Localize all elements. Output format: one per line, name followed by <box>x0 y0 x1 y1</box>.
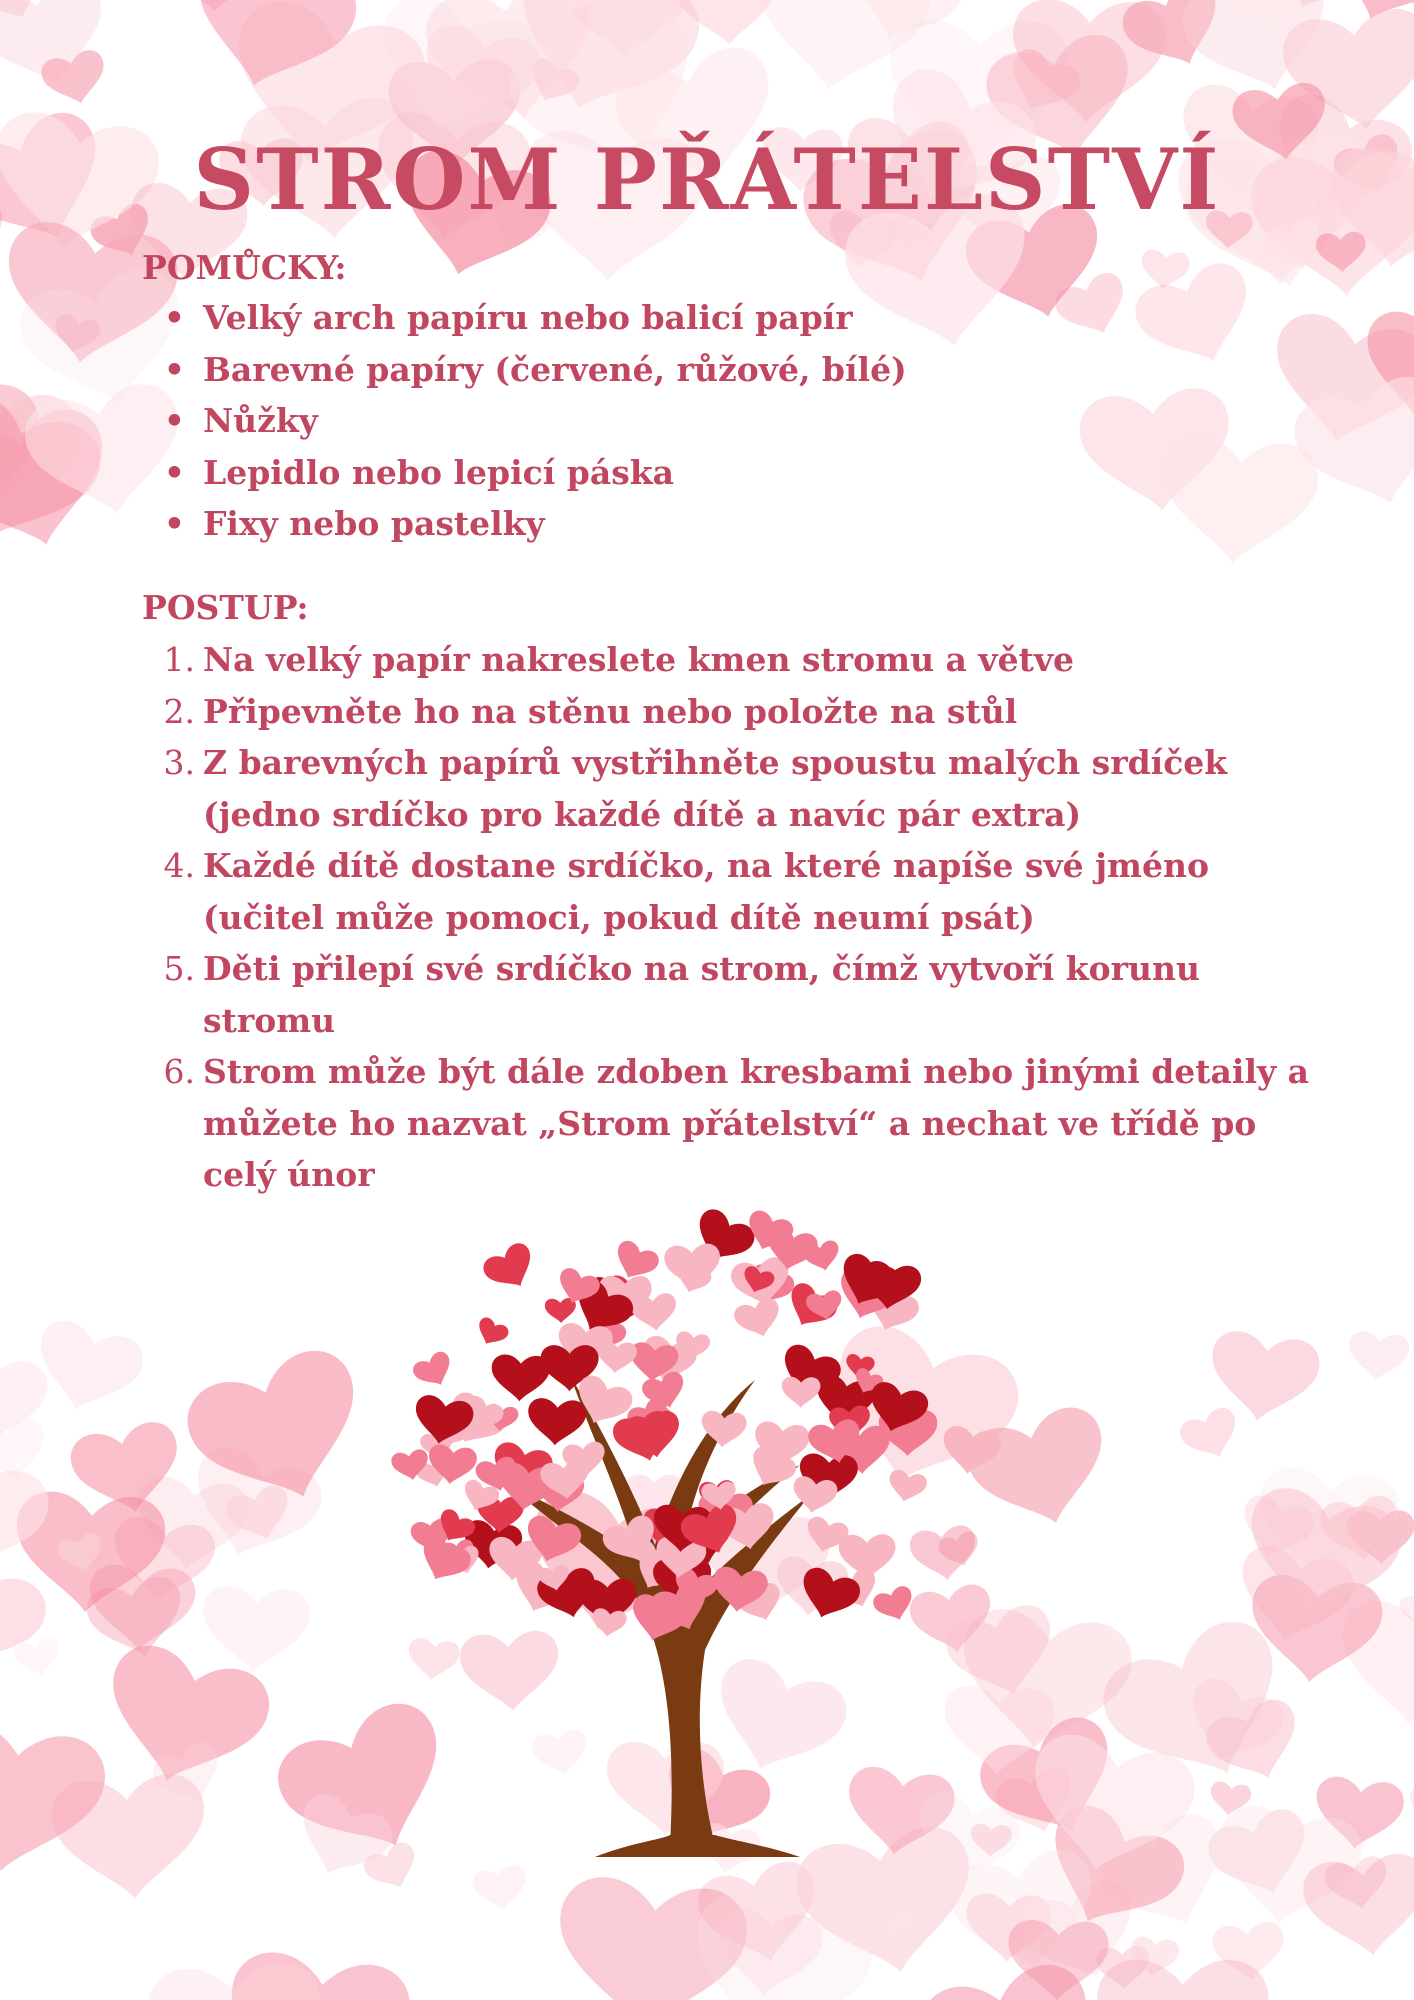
page-title: STROM PŘÁTELSTVÍ <box>193 130 1221 229</box>
steps-list <box>163 634 1333 1201</box>
crown-heart-icon <box>630 1292 679 1333</box>
crown-heart-icon <box>939 1424 1003 1478</box>
heart-tree-icon <box>370 1195 1030 1875</box>
bullet-icon: • <box>163 504 185 543</box>
tools-list-item: • Velký arch papíru nebo balicí papír <box>203 292 1333 344</box>
steps-list-item: 2. Připevněte ho na stěnu nebo položte na stůl <box>203 686 1333 738</box>
tools-list <box>163 292 1333 550</box>
step-number: 6. <box>163 1052 195 1091</box>
step-number: 1. <box>163 640 195 679</box>
crown-heart-icon <box>794 1564 864 1626</box>
crown-heart-icon <box>732 1295 786 1342</box>
tools-list-item: • Barevné papíry (červené, růžové, bílé) <box>203 344 1333 396</box>
tree-crown <box>390 1205 1003 1648</box>
steps-list-item: 5. Děti přilepí své srdíčko na strom, čímž vytvoří korunu stromu <box>203 943 1333 1046</box>
steps-list-item: 3. Z barevných papírů vystřihněte spoustu malých srdíček (jedno srdíčko pro každé dítě a navíc pár extra) <box>203 737 1333 840</box>
step-number: 3. <box>163 743 195 782</box>
tools-list-item: • Nůžky <box>203 395 1333 447</box>
crown-heart-icon <box>885 1468 928 1505</box>
tools-list-item: • Lepidlo nebo lepicí páska <box>203 447 1333 499</box>
trunk-base <box>595 1835 800 1857</box>
step-number: 2. <box>163 691 195 731</box>
crown-heart-icon <box>410 1349 458 1394</box>
crown-heart-icon <box>839 1534 896 1580</box>
crown-heart-icon <box>526 1397 587 1447</box>
crown-heart-icon <box>479 1239 542 1298</box>
tools-list-item: • Fixy nebo pastelky <box>203 498 1333 550</box>
bullet-icon: • <box>163 401 185 440</box>
steps-list-item: 1. Na velký papír nakreslete kmen stromu a větve <box>203 634 1333 686</box>
tools-heading: POMŮCKY: <box>142 248 347 287</box>
bullet-icon: • <box>163 349 185 389</box>
crown-heart-icon <box>871 1584 919 1627</box>
step-number: 5. <box>163 949 195 988</box>
steps-list-item: 6. Strom může být dále zdoben kresbami nebo jinými detaily a můžete ho nazvat „Strom přátelství“ a nechat ve třídě po celý únor <box>203 1046 1333 1201</box>
crown-heart-icon <box>472 1315 511 1351</box>
step-number: 4. <box>163 846 195 885</box>
steps-list-item: 4. Každé dítě dostane srdíčko, na které napíše své jméno (učitel může pomoci, pokud dítě neumí psát) <box>203 840 1333 943</box>
crown-heart-icon <box>663 1243 722 1291</box>
bullet-icon: • <box>163 298 185 337</box>
steps-heading: POSTUP: <box>142 588 309 627</box>
bullet-icon: • <box>163 452 185 492</box>
